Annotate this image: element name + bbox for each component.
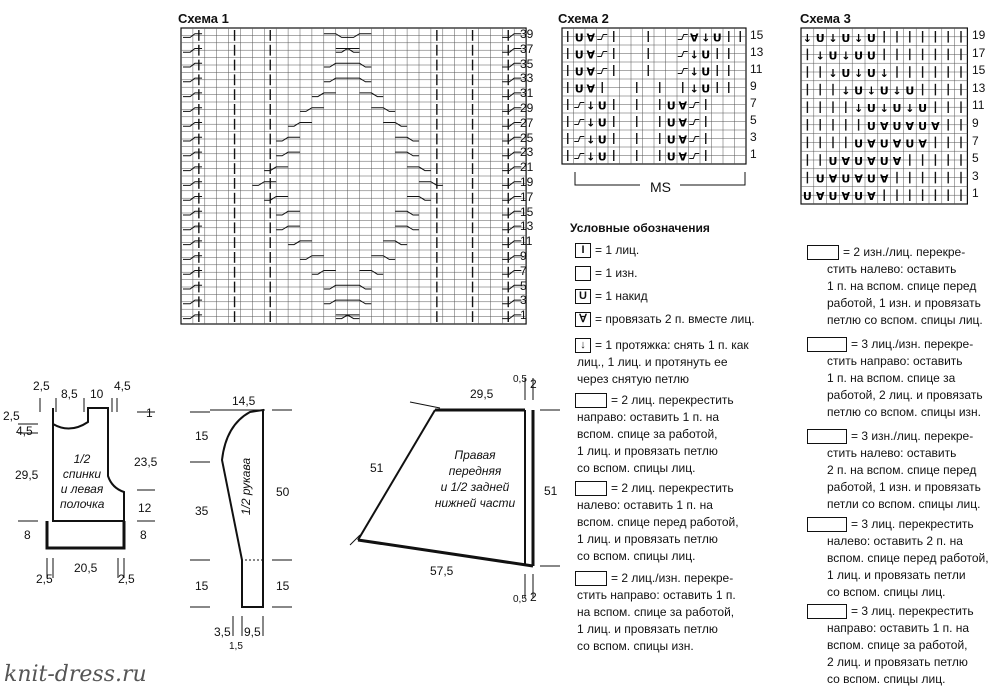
cross-right-knit-purl-icon xyxy=(575,571,607,586)
dim-front-top: 29,5 xyxy=(470,387,494,401)
row-label: 13 xyxy=(972,80,986,95)
legend-title: Условные обозначения xyxy=(570,221,710,235)
dim-sleeve-height: 50 xyxy=(276,485,290,499)
stitch-symbol: U xyxy=(866,119,876,133)
stitch-symbol: U xyxy=(597,116,607,130)
row-label: 9 xyxy=(972,116,979,130)
stitch-symbol: U xyxy=(918,119,928,133)
row-label: 13 xyxy=(750,45,764,59)
row-label: 1 xyxy=(750,147,757,161)
stitch-symbol: U xyxy=(574,48,584,62)
row-label: 1 xyxy=(520,308,527,323)
stitch-symbol: ↓ xyxy=(815,49,825,63)
dim-sleeve-bottom-left: 15 xyxy=(195,579,209,593)
stitch-symbol: U xyxy=(879,137,889,151)
stitch-symbol: ↓ xyxy=(586,116,596,130)
stitch-symbol: U xyxy=(854,84,864,98)
stitch-symbol: U xyxy=(828,190,838,204)
stitch-symbol: U xyxy=(701,48,711,62)
legend-text: = 1 накид xyxy=(595,289,648,303)
row-label: 9 xyxy=(750,79,757,93)
dim-top-right: 4,5 xyxy=(114,379,131,393)
row-label: 15 xyxy=(520,204,534,219)
row-label: 35 xyxy=(520,56,534,71)
purl-stitch-icon xyxy=(575,266,591,281)
dim-front-bottom: 57,5 xyxy=(430,564,454,578)
cross-right-3-knit-icon xyxy=(807,604,847,619)
stitch-symbol: U xyxy=(854,137,864,151)
legend-item xyxy=(807,516,999,601)
legend-item xyxy=(575,288,775,305)
row-label: 37 xyxy=(520,41,534,56)
stitch-symbol: U xyxy=(841,172,851,186)
k2tog-icon: ∀ xyxy=(575,312,591,327)
stitch-symbol: U xyxy=(574,82,584,96)
scheme2-chart xyxy=(562,28,746,164)
cross-left-3-icon xyxy=(807,517,847,532)
stitch-symbol: ∀ xyxy=(678,150,688,164)
body-label-line: спинки xyxy=(62,467,102,481)
stitch-symbol: ∀ xyxy=(905,119,915,133)
legend-item xyxy=(575,392,775,477)
legend-item xyxy=(575,311,775,328)
stitch-symbol: ∀ xyxy=(841,155,851,168)
legend-text: = 1 лиц. xyxy=(595,243,640,257)
stitch-symbol: U xyxy=(866,31,876,45)
front-label-line: Правая xyxy=(454,448,496,462)
stitch-symbol: ↓ xyxy=(841,84,851,98)
row-label: 31 xyxy=(520,86,534,101)
dim-front-bottom-edge2: 2 xyxy=(530,590,537,604)
dim-cuff-c: 1,5 xyxy=(229,641,243,652)
stitch-symbol: ↓ xyxy=(689,48,699,62)
body-label-line: 1/2 xyxy=(73,452,91,466)
stitch-symbol: U xyxy=(892,102,902,116)
legend-text: = 1 изн. xyxy=(595,266,638,280)
stitch-symbol: ∀ xyxy=(678,116,688,130)
legend-text: = провязать 2 п. вместе лиц. xyxy=(595,312,755,326)
stitch-symbol: ∀ xyxy=(586,65,596,79)
stitch-symbol: ∀ xyxy=(892,137,902,151)
legend-item xyxy=(575,265,775,282)
stitch-symbol: ∀ xyxy=(689,31,699,45)
stitch-symbol: U xyxy=(701,65,711,79)
stitch-symbol: ↓ xyxy=(802,31,813,45)
dim-side-low: 12 xyxy=(138,501,152,515)
stitch-symbol: U xyxy=(841,31,851,45)
dim-bottom-width: 20,5 xyxy=(74,561,98,575)
stitch-symbol: ↓ xyxy=(879,102,889,116)
legend-item xyxy=(807,603,999,688)
dim-front-top-edge2: 2 xyxy=(530,377,537,391)
dim-bottom-right: 2,5 xyxy=(118,572,135,586)
stitch-symbol: ∀ xyxy=(586,31,596,45)
front-label-line: передняя xyxy=(448,464,502,478)
dim-sleeve-middle: 35 xyxy=(195,504,209,518)
dim-height-left: 29,5 xyxy=(15,468,39,482)
row-label: 3 xyxy=(750,130,757,144)
legend-item xyxy=(575,480,775,565)
legend-item xyxy=(807,336,999,421)
dim-sleeve-bottom-right: 15 xyxy=(276,579,290,593)
dim-cuff-a: 3,5 xyxy=(214,625,231,639)
row-label: 5 xyxy=(750,113,757,127)
body-label-line: полочка xyxy=(60,497,105,511)
stitch-symbol: ↓ xyxy=(586,99,596,113)
stitch-symbol: ↓ xyxy=(689,65,699,79)
dim-left-top: 2,5 xyxy=(3,409,20,423)
stitch-symbol: ↓ xyxy=(853,102,864,116)
row-label: 39 xyxy=(520,27,534,41)
row-label: 23 xyxy=(520,145,534,160)
legend-text: = 2 лиц. перекрестить направо: оставить 1 п. на вспом. спице за работой, 1 лиц. и провязать петлю со вспом. спицы лиц. xyxy=(577,393,734,475)
stitch-symbol: U xyxy=(701,82,711,96)
stitch-symbol: ↓ xyxy=(853,67,864,80)
row-label: 27 xyxy=(520,115,534,130)
row-label: 21 xyxy=(520,160,534,175)
dim-top-shoulder-a: 2,5 xyxy=(33,379,50,393)
dim-top-shoulder: 10 xyxy=(90,387,104,401)
row-label: 11 xyxy=(750,62,763,76)
stitch-symbol: U xyxy=(879,84,889,98)
stitch-symbol: U xyxy=(854,155,864,168)
stitch-symbol: U xyxy=(597,133,607,147)
yarn-over-icon: U xyxy=(575,289,591,304)
row-label: 3 xyxy=(972,168,979,183)
row-label: 19 xyxy=(520,175,534,189)
stitch-symbol: ∀ xyxy=(867,190,876,204)
row-label: 5 xyxy=(972,151,979,166)
row-label: 15 xyxy=(750,28,764,42)
legend-text: = 1 протяжка: снять 1 п. как лиц., 1 лиц. и протянуть ее через снятую петлю xyxy=(577,338,749,386)
row-label: 19 xyxy=(972,28,986,42)
skp-icon: ↓ xyxy=(575,338,591,353)
legend-text: = 3 лиц./изн. перекре- стить направо: оставить 1 п. на вспом. спице за работой, 2 лиц. и провязать петлю со вспом. спицы изн. xyxy=(827,337,983,419)
dim-front-right: 51 xyxy=(544,484,558,498)
stitch-symbol: U xyxy=(879,155,889,168)
stitch-symbol: ↓ xyxy=(853,31,864,45)
legend-text: = 3 лиц. перекрестить направо: оставить 1 п. на вспом. спице за работой, 2 лиц. и провязать петлю со вспом. спицы лиц. xyxy=(827,604,974,686)
legend-item xyxy=(575,242,775,259)
dim-sleeve-cap: 15 xyxy=(195,429,209,443)
stitch-symbol: ∀ xyxy=(828,172,838,186)
cross-right-3-icon xyxy=(807,337,847,352)
stitch-symbol: ↓ xyxy=(879,67,889,80)
stitch-symbol: ↓ xyxy=(892,84,902,98)
stitch-symbol: U xyxy=(866,67,876,80)
stitch-symbol: ∀ xyxy=(841,190,851,204)
dim-right-top: 1 xyxy=(146,406,153,420)
stitch-symbol: ↓ xyxy=(689,82,699,96)
row-label: 3 xyxy=(520,293,527,308)
row-label: 25 xyxy=(520,130,534,145)
repeat-label: MS xyxy=(650,179,671,195)
dim-front-left: 51 xyxy=(370,461,384,475)
row-label: 17 xyxy=(972,45,986,60)
scheme1-title: Схема 1 xyxy=(178,11,229,26)
stitch-symbol: U xyxy=(815,172,825,186)
legend-item xyxy=(807,428,999,513)
stitch-symbol: U xyxy=(854,49,864,63)
row-label: 13 xyxy=(520,219,534,234)
scheme3-chart xyxy=(801,28,967,204)
stitch-symbol: ↓ xyxy=(586,150,596,164)
stitch-symbol: U xyxy=(828,49,838,63)
stitch-symbol: U xyxy=(666,116,676,130)
stitch-symbol: ↓ xyxy=(866,84,877,98)
stitch-symbol: ∀ xyxy=(931,119,940,133)
legend-text: = 2 лиц./изн. перекре- стить направо: оставить 1 п. на вспом. спице за работой, 1 лиц. и провязать петлю со вспом. спицы изн. xyxy=(577,571,736,653)
legend-item xyxy=(575,570,775,655)
front-label-line: и 1/2 задней xyxy=(440,480,510,494)
legend-text: = 2 изн./лиц. перекре- стить налево: оставить 1 п. на вспом. спице перед работой, 1 изн. и провязать петлю со вспом. спицы лиц. xyxy=(827,245,983,327)
dim-cuff-b: 9,5 xyxy=(244,625,261,639)
stitch-symbol: U xyxy=(892,119,902,133)
stitch-symbol: U xyxy=(854,190,864,204)
stitch-symbol: ↓ xyxy=(841,49,851,63)
row-label: 15 xyxy=(972,63,986,78)
stitch-symbol: U xyxy=(905,137,915,151)
dim-sleeve-top: 14,5 xyxy=(232,394,256,408)
row-label: 5 xyxy=(520,278,527,293)
stitch-symbol: U xyxy=(866,102,876,116)
cross-left-purl-knit-icon xyxy=(807,245,839,260)
dim-rib-left: 8 xyxy=(24,528,31,542)
cross-left-2-icon xyxy=(575,481,607,496)
stitch-symbol: U xyxy=(574,31,584,45)
stitch-symbol: U xyxy=(597,150,607,164)
body-piece-label xyxy=(60,452,104,512)
stitch-symbol: ↓ xyxy=(828,31,838,45)
stitch-symbol: ∀ xyxy=(854,172,863,186)
stitch-symbol: U xyxy=(815,31,825,45)
body-label-line: и левая xyxy=(60,482,104,496)
stitch-symbol: U xyxy=(597,99,607,113)
cross-right-2-icon xyxy=(575,393,607,408)
stitch-symbol: U xyxy=(712,31,722,45)
front-piece-label xyxy=(425,447,525,511)
dim-front-bottom-edge: 0,5 xyxy=(513,594,527,605)
legend-text: = 3 изн./лиц. перекре- стить налево: оставить 2 п. на вспом. спице перед работой, 1 изн. и провязать петли со вспом. спицы лиц. xyxy=(827,429,981,511)
row-label: 9 xyxy=(520,249,527,263)
stitch-symbol: U xyxy=(802,190,812,204)
scheme3-title: Схема 3 xyxy=(800,11,851,26)
stitch-symbol: U xyxy=(666,150,676,164)
dim-left-neck: 4,5 xyxy=(16,424,33,438)
stitch-symbol: ∀ xyxy=(918,137,927,151)
row-label: 11 xyxy=(520,234,533,249)
stitch-symbol: ∀ xyxy=(586,48,596,62)
stitch-symbol: ↓ xyxy=(905,102,915,116)
row-label: 29 xyxy=(520,101,534,115)
stitch-symbol: ∀ xyxy=(879,119,889,133)
stitch-symbol: U xyxy=(666,133,676,147)
stitch-symbol: ∀ xyxy=(867,137,876,151)
stitch-symbol: U xyxy=(828,155,838,168)
stitch-symbol: U xyxy=(574,65,584,79)
stitch-symbol: U xyxy=(866,172,876,186)
legend-text: = 3 лиц. перекрестить налево: оставить 2 п. на вспом. спице перед работой, 1 лиц. и провязать петли со вспом. спицы лиц. xyxy=(827,517,989,599)
stitch-symbol: U xyxy=(905,84,915,98)
row-label: 1 xyxy=(972,186,979,201)
row-label: 7 xyxy=(750,96,757,110)
row-label: 7 xyxy=(972,133,979,148)
sleeve-piece-label: 1/2 рукава xyxy=(239,457,254,516)
dim-bottom-left: 2,5 xyxy=(36,572,53,586)
stitch-symbol: ∀ xyxy=(867,155,876,168)
dim-height-right: 23,5 xyxy=(134,455,158,469)
stitch-symbol: ↓ xyxy=(828,67,838,80)
stitch-symbol: ↓ xyxy=(586,133,596,147)
row-label: 11 xyxy=(972,98,985,113)
cross-left-3-purl-icon xyxy=(807,429,847,444)
row-label: 33 xyxy=(520,71,534,86)
stitch-symbol: ∀ xyxy=(892,155,902,168)
legend-item xyxy=(575,337,775,388)
site-watermark: knit-dress.ru xyxy=(4,662,147,687)
stitch-symbol: ↓ xyxy=(701,31,711,45)
scheme1-chart xyxy=(181,28,526,324)
stitch-symbol: ∀ xyxy=(586,82,596,96)
stitch-symbol: ∀ xyxy=(678,99,688,113)
front-label-line: нижней части xyxy=(434,496,516,510)
stitch-symbol: ∀ xyxy=(678,133,688,147)
stitch-symbol: ∀ xyxy=(815,190,825,204)
dim-top-neck: 8,5 xyxy=(61,387,78,401)
stitch-symbol: ∀ xyxy=(879,172,889,186)
legend-item xyxy=(807,244,999,329)
knit-stitch-icon: I xyxy=(575,243,591,258)
legend-text: = 2 лиц. перекрестить налево: оставить 1 п. на вспом. спице перед работой, 1 лиц. и провязать петлю со вспом. спицы лиц. xyxy=(577,481,739,563)
stitch-symbol: U xyxy=(866,49,876,63)
stitch-symbol: U xyxy=(918,102,928,116)
row-label: 17 xyxy=(520,189,534,204)
scheme2-title: Схема 2 xyxy=(558,11,609,26)
stitch-symbol: U xyxy=(841,67,851,80)
row-label: 7 xyxy=(520,263,527,278)
stitch-symbol: U xyxy=(666,99,676,113)
dim-rib-right: 8 xyxy=(140,528,147,542)
dim-front-top-edge: 0,5 xyxy=(513,374,527,385)
